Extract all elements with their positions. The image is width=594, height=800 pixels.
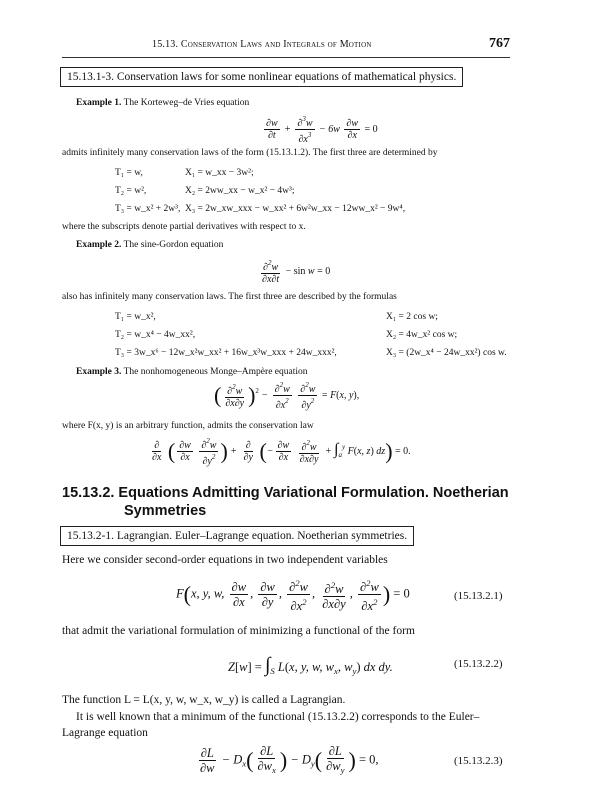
equation-15-13-2-3: $\frac{\partial L}{\partial w}$ − $D_x$( $\frac{\partial L}{\partial w_x}$ ) − $D_y$( $\frac{\partial L}{\partial w_y}$ ) = 0, (200, 744, 379, 775)
body-paragraph-1: Here we consider second-order equations in two independent variables (62, 554, 388, 566)
ex2-row-X2: X₂ = 4w_x² cos w; (386, 330, 458, 340)
running-header (62, 36, 510, 58)
ex2-row-T3: T₃ = 3w_x⁶ − 12w_x²w_xx² + 16w_x³w_xxx + 24w_xxx², (115, 348, 337, 358)
subsection-box-1: 15.13.1-3. Conservation laws for some nonlinear equations of mathematical physics. (60, 67, 463, 87)
ex1-row-T2: T₂ = w², (115, 186, 147, 196)
equation-number-3: (15.13.2.3) (454, 755, 503, 767)
monge-ampere-equation: ( $\frac{\partial^2w}{\partial x\partial y}$ )$^2$ − $\frac{\partial^2w}{\partial x^2}$ $\frac{\partial^2w}{\partial y^2}$ = F(x, y), (214, 381, 360, 411)
section-heading (62, 484, 509, 520)
ex2-row-T1: T₁ = w_x², (115, 312, 156, 322)
example-3-intro (76, 366, 308, 378)
equation-15-13-2-2: $Z[w] = \int_S$ L(x, y, w, $w_x$, $w_y$) dx dy. (228, 654, 393, 676)
ex1-row-X2: X₂ = 2ww_xx − w_x² − 4w³; (185, 186, 295, 196)
monge-ampere-conservation-law: $\frac{\partial}{\partial x}$ ( $\frac{\partial w}{\partial x}$ $\frac{\partial^2w}{\partial y^2}$ ) + $\frac{\partial}{\partial y}$ (− $\frac{\partial w}{\partial x}$ $\frac{\partial^2w}{\partial x\partial y}$ + $\int_a^y$ F(x, z) dz) = 0. (152, 437, 411, 467)
body-paragraph-2: that admit the variational formulation of minimizing a functional of the form (62, 625, 415, 637)
body-paragraph-3a: The function L = L(x, y, w, w_x, w_y) is called a Lagrangian. (62, 694, 346, 706)
ex1-row-X3: X₃ = 2w_xw_xxx − w_xx² + 6w²w_xx − 12ww_x² − 9w⁴, (185, 204, 406, 214)
ex2-row-T2: T₂ = w_x⁴ − 4w_xx², (115, 330, 196, 340)
example-2-after: also has infinitely many conservation laws. The first three are described by the formulas (62, 292, 397, 302)
body-paragraph-3c: Lagrange equation (62, 727, 148, 739)
example-3-intro-text: The nonhomogeneous Monge–Ampère equation (123, 367, 308, 377)
page-number: 767 (489, 36, 510, 51)
example-2-title: Example 2. (76, 240, 122, 250)
subsection-box-2: 15.13.2-1. Lagrangian. Euler–Lagrange equation. Noetherian symmetries. (60, 526, 414, 546)
example-1-note: where the subscripts denote partial derivatives with respect to x. (62, 222, 306, 232)
sine-gordon-equation: $\frac{\partial^2w}{\partial x\partial t}$ − sin w = 0 (262, 259, 331, 285)
equation-number-1: (15.13.2.1) (454, 590, 503, 602)
body-paragraph-3b: It is well known that a minimum of the functional (15.13.2.2) corresponds to the Euler– (76, 711, 480, 723)
equation-number-2: (15.13.2.2) (454, 658, 503, 670)
example-1-after: admits infinitely many conservation laws of the form (15.13.1.2). The first three are determined by (62, 148, 438, 158)
ex1-row-X1: X₁ = w_xx − 3w²; (185, 168, 254, 178)
example-1-intro-text: The Korteweg–de Vries equation (123, 98, 250, 108)
equation-15-13-2-1: F(x, y, w, $\frac{\partial w}{\partial x}$ , $\frac{\partial w}{\partial y}$ , $\frac{\partial^2w}{\partial x^2}$ , $\frac{\partial^2w}{\partial x\partial y}$ , $\frac{\partial^2w}{\partial x^2}$ ) = 0 (176, 578, 410, 613)
example-1-intro (76, 97, 249, 109)
section-heading-line1: 15.13.2. Equations Admitting Variational Formulation. Noetherian (62, 485, 509, 501)
kdv-equation: $\frac{\partial w}{\partial t}$ + $\frac{\partial^3w}{\partial x^3}$ − 6w $\frac{\partial w}{\partial x}$ = 0 (266, 115, 378, 145)
ex2-row-X3: X₃ = (2w_x⁴ − 24w_xx²) cos w. (386, 348, 507, 358)
ex2-row-X1: X₁ = 2 cos w; (386, 312, 438, 322)
example-3-after: where F(x, y) is an arbitrary function, admits the conservation law (62, 421, 314, 431)
ex1-row-T1: T₁ = w, (115, 168, 143, 178)
header-section-title: 15.13. Conservation Laws and Integrals of Motion (152, 39, 372, 50)
ex1-row-T3: T₃ = w_x² + 2w³, (115, 204, 181, 214)
section-heading-line2: Symmetries (124, 503, 207, 519)
example-2-intro-text: The sine-Gordon equation (123, 240, 224, 250)
example-2-intro (76, 239, 223, 251)
example-1-title: Example 1. (76, 98, 122, 108)
example-3-title: Example 3. (76, 367, 122, 377)
